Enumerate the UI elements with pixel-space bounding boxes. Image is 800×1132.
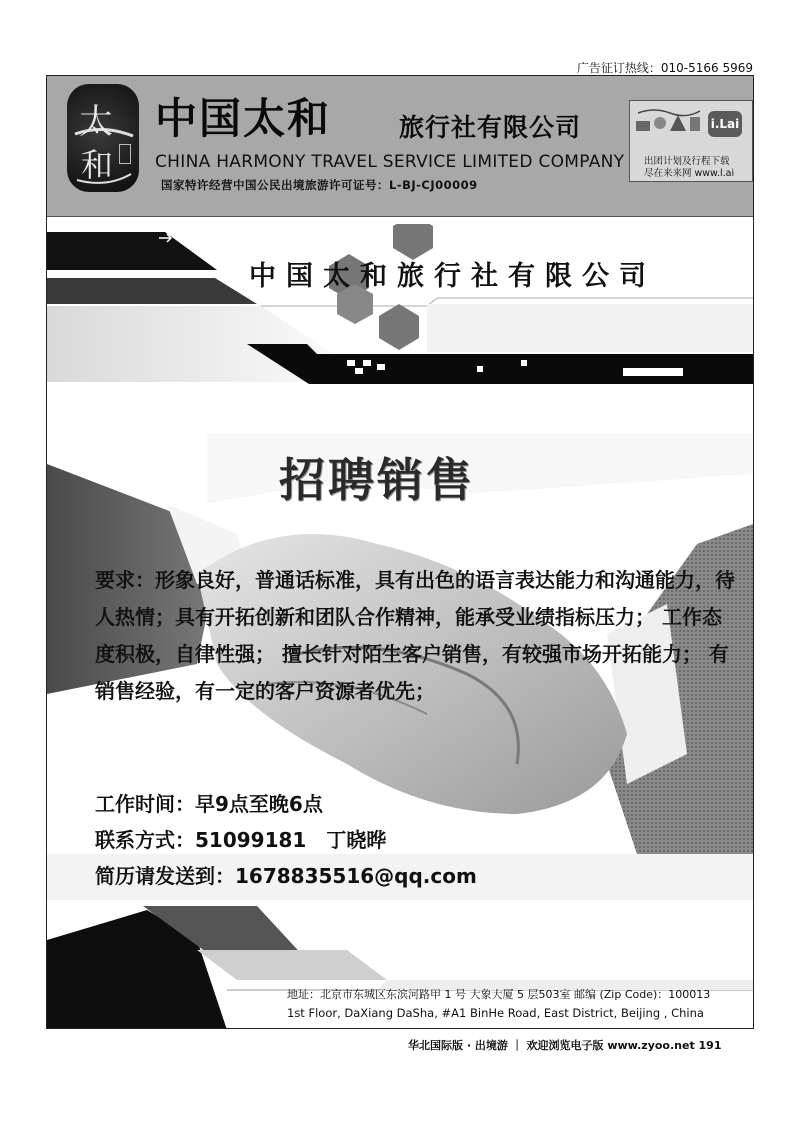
company-logo <box>67 84 139 192</box>
company-name-cn-suffix: 旅行社有限公司 <box>399 113 582 142</box>
work-hours: 工作时间：早9点至晚6点 <box>95 792 323 816</box>
address-en: 1st Floor, DaXiang DaSha, #A1 BinHe Road, East District, Beijing , China <box>287 1006 704 1020</box>
ad-hotline: 广告征订热线：010-5166 5969 <box>576 61 753 75</box>
address-cn: 地址：北京市东城区东滨河路甲 1 号 大象大厦 5 层503室 邮编 (Zip Code)：100013 <box>287 988 711 1001</box>
banner-company-name: 中国太和旅行社有限公司 <box>249 261 656 292</box>
logo-seal-icon <box>119 144 131 164</box>
logo-char-tai: 太 <box>79 102 113 142</box>
license-number: 国家特许经营中国公民出境旅游许可证号：L-BJ-CJ00009 <box>161 178 478 192</box>
lai-line-2: 尽在来来网 www.l.ai <box>644 168 735 179</box>
resume-email: 简历请发送到：1678835516@qq.com <box>95 864 477 888</box>
ad-headline: 招聘销售 <box>279 453 475 507</box>
lai-badge: i.Lai <box>708 111 742 137</box>
lai-promo-box <box>629 100 753 182</box>
banner-graphics <box>47 224 753 386</box>
travel-doodle-icon <box>634 107 704 137</box>
logo-char-he: 和 <box>81 146 114 184</box>
job-requirements: 要求：形象良好，普通话标准，具有出色的语言表达能力和沟通能力，待人热情；具有开拓创新和团队合作精神，能承受业绩指标压力； 工作态度积极，自律性强； 擅长针对陌生客户销售，有较强市场开拓能力； 有销售经验，有一定的客户资源者优先； <box>95 568 735 703</box>
page-footer: 华北国际版 · 出境游 ｜ 欢迎浏览电子版 www.zyoo.net 191 <box>408 1039 722 1052</box>
company-name-cn: 中国太和 <box>155 94 332 143</box>
decorative-banner <box>47 224 753 386</box>
lai-line-1: 出团计划及行程下载 <box>644 156 730 167</box>
ad-frame <box>46 75 754 1029</box>
contact-info: 联系方式：51099181 丁晓晔 <box>95 828 387 852</box>
company-name-en: CHINA HARMONY TRAVEL SERVICE LIMITED COMPANY <box>155 152 625 172</box>
company-header <box>47 76 753 217</box>
